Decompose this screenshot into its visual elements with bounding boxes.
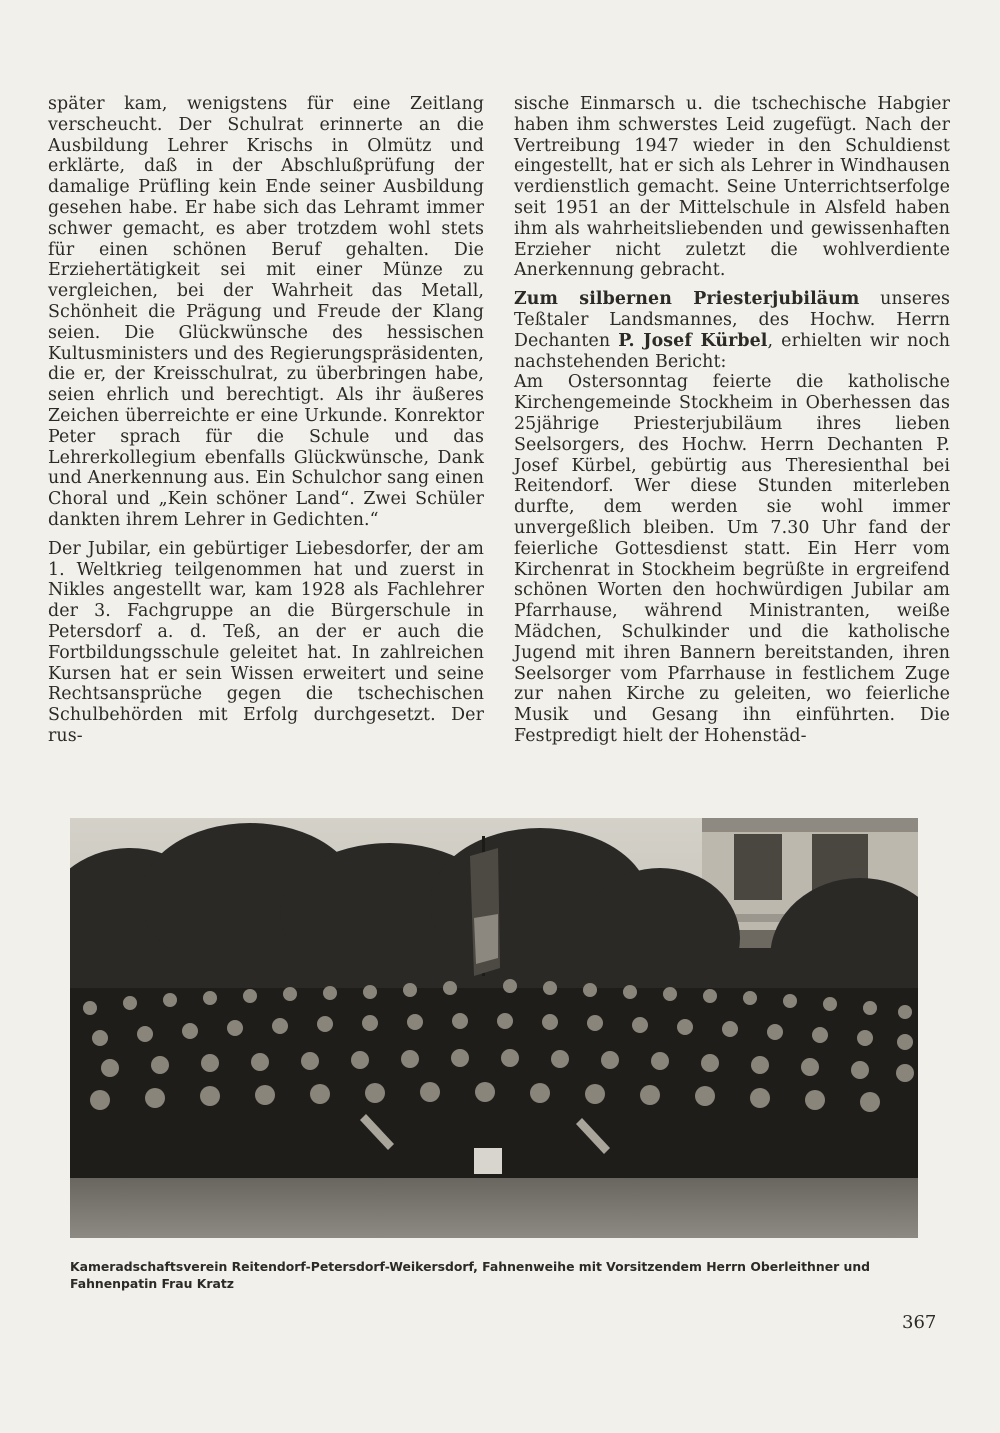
paragraph: Der Jubilar, ein gebürtiger Liebesdorfer, der am 1. Weltkrieg teilgenommen hat und zuerst in Nikles angestellt war, kam 1928 als Fachlehrer der 3. Fachgruppe an die Bürgerschule in Petersdorf a. d. Teß, an der er auch die Fortbildungsschule geleitet hat. In zahlreichen Kursen hat er sein Wissen erweitert und seine Rechtsansprüche gegen die tschechischen Schulbehörden mit Erfolg durchgesetzt. Der rus- xyxy=(48,538,484,746)
people-group xyxy=(70,979,918,1178)
group-photo xyxy=(70,818,918,1238)
paragraph: sische Einmarsch u. die tschechische Habgier haben ihm schwerstes Leid zugefügt. Nach der Vertreibung 1947 wieder in den Schuldienst eingestellt, hat er sich als Lehrer in Windhausen verdienstlich gemacht. Seine Unterrichtserfolge seit 1951 an der Mittelschule in Alsfeld haben ihm als wahrheitsliebenden und gewissenhaften Erzieher nicht zuletzt die wohlverdiente Anerkennung gebracht. xyxy=(514,94,950,281)
group-photo-illustration xyxy=(70,818,918,1238)
left-text-column xyxy=(48,94,484,747)
paragraph: später kam, wenigstens für eine Zeitlang verscheucht. Der Schulrat erinnerte an die Ausbildung Lehrer Krischs in Olmütz und erklärte, daß in der Abschlußprüfung der damalige Prüfling kein Ende seiner Ausbildung gesehen habe. Er habe sich das Lehramt immer schwer gemacht, es aber trotzdem wohl stets für einen schönen Beruf gehalten. Die Erziehertätigkeit sei mit einer Münze zu vergleichen, bei der Wahrheit das Metall, Schönheit die Prägung und Freude der Klang seien. Die Glückwünsche des hessischen Kultusministers und des Regierungspräsidenten, die er, der Kreisschulrat, zu überbringen habe, seien ehrlich und berechtigt. Als ihr äußeres Zeichen überreichte er eine Urkunde. Konrektor Peter sprach für die Schule und das Lehrerkollegium ebenfalls Glückwünsche, Dank und Anerkennung aus. Ein Schulchor sang einen Choral und „Kein schöner Land“. Zwei Schüler dankten ihrem Lehrer in Gedichten.“ xyxy=(48,94,484,530)
right-text-column xyxy=(514,94,950,747)
page-number: 367 xyxy=(902,1312,937,1333)
paragraph: Am Ostersonntag feierte die katholische Kirchengemeinde Stockheim in Oberhessen das 25jährige Priesterjubiläum ihres lieben Seelsorgers, des Hochw. Herrn Dechanten P. Josef Kürbel, gebürtig aus Theresienthal bei Reitendorf. Wer diese Stunden miterleben durfte, dem werden sie wohl immer unvergeßlich bleiben. Um 7.30 Uhr fand der feierliche Gottesdienst statt. Ein Herr vom Kirchenrat in Stockheim begrüßte in ergreifend schönen Worten den hochwürdigen Jubilar am Pfarrhause, während Ministranten, weiße Mädchen, Schulkinder und die katholische Jugend mit ihren Bannern bereitstanden, ihren Seelsorger vom Pfarrhause in festlichem Zuge zur nahen Kirche zu geleiten, wo feierliche Musik und Gesang ihn einführten. Die Festpredigt hielt der Hohenstäd- xyxy=(514,372,950,746)
text-run: , erhielten wir noch nachstehenden Bericht: xyxy=(514,330,950,372)
person-name: P. Josef Kürbel xyxy=(618,330,768,351)
text-run: unseres Teßtaler Landsmannes, des Hochw. Herrn Dechanten xyxy=(514,289,950,351)
paragraph-priest-jubilee xyxy=(514,289,950,372)
flag xyxy=(470,836,500,976)
photo-caption: Kameradschaftsverein Reitendorf-Petersdorf-Weikersdorf, Fahnenweihe mit Vorsitzendem Herrn Oberleithner und Fahnenpatin Frau Kratz xyxy=(70,1259,871,1291)
section-heading: Zum silbernen Priesterjubiläum xyxy=(514,289,860,310)
